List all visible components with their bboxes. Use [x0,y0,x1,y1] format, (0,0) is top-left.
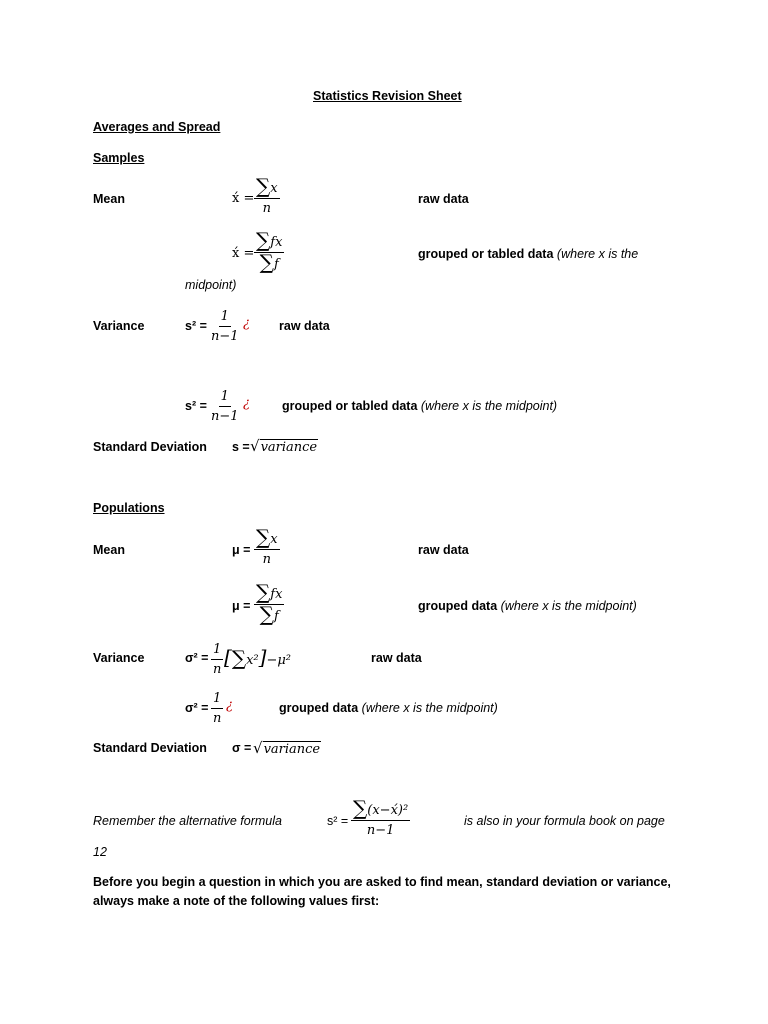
populations-heading: Populations [93,501,165,515]
denominator: n [262,552,271,567]
populations-variance-raw-bracket-expr [224,645,291,669]
numerator-variable: fx [270,235,283,250]
denominator: n−1 [366,823,395,838]
inner-term: x² [246,653,259,668]
samples-mean-raw-label: raw data [418,192,469,206]
left-bracket: [ [224,645,232,669]
alternative-text-after: is also in your formula book on page [464,814,665,828]
samples-variance-grouped-label: grouped or tabled data [282,399,418,413]
populations-mean-grouped-note: (where x is the midpoint) [500,599,637,613]
alternative-fraction [351,796,410,839]
sqrt-symbol: √ [250,437,260,455]
populations-mean-grouped-description [418,598,637,614]
denominator: n−1 [211,409,239,424]
samples-mean-grouped-lhs: x́ = [232,246,255,261]
alternative-text-before: Remember the alternative formula [93,814,282,828]
populations-sd-lhs: σ = [232,741,252,755]
numerator-variable: fx [270,587,283,602]
samples-mean-grouped-note: (where x is the [556,247,639,261]
populations-variance-grouped-glyph: ¿ [226,698,233,713]
samples-mean-label: Mean [93,192,125,206]
populations-mean-grouped-lhs: μ = [232,599,251,613]
sigma-symbol: ∑ [259,602,274,626]
samples-variance-grouped-lhs: s² = [185,399,207,413]
samples-mean-grouped-fraction [254,228,284,274]
samples-variance-raw-label: raw data [279,319,330,333]
samples-heading: Samples [93,151,145,165]
samples-variance-label: Variance [93,319,145,333]
tail-term: −μ² [266,653,292,668]
denominator-variable: f [273,257,279,272]
numerator: 1 [219,308,231,327]
sigma-symbol: ∑ [231,646,247,670]
samples-mean-raw-lhs: x́ = [232,191,255,206]
closing-line-2: always make a note of the following values first: [93,894,380,908]
populations-mean-raw-fraction [254,525,280,568]
samples-sd-label: Standard Deviation [93,440,207,454]
numerator: 1 [219,388,231,407]
alternative-page-number: 12 [93,845,107,859]
numerator-variable: x [270,181,278,196]
denominator: n [213,662,222,677]
right-bracket: ] [258,645,267,669]
populations-mean-grouped-label: grouped data [418,599,498,613]
samples-variance-raw-lhs: s² = [185,319,207,333]
populations-variance-raw-fraction [211,641,223,678]
radicand: variance [260,440,318,455]
denominator: n−1 [211,329,239,344]
sigma-symbol: ∑ [256,525,271,549]
populations-variance-grouped-description [279,700,498,716]
populations-variance-raw-label: raw data [371,651,422,665]
numerator-expression: (x−x́)² [367,803,409,818]
radicand: variance [263,742,321,757]
sigma-symbol: ∑ [256,174,271,198]
populations-variance-grouped-fraction [211,690,223,727]
denominator: n [262,201,271,216]
populations-sd-label: Standard Deviation [93,741,207,755]
samples-sd-lhs: s = [232,440,250,454]
samples-mean-grouped-note-continued: midpoint) [185,278,237,292]
samples-variance-grouped-fraction [209,388,241,425]
samples-variance-grouped-description [282,398,557,414]
populations-mean-raw-lhs: μ = [232,543,251,557]
numerator: 1 [211,690,223,709]
populations-variance-raw-lhs: σ² = [185,651,209,665]
populations-variance-grouped-label: grouped data [279,701,359,715]
numerator-variable: x [270,532,278,547]
samples-variance-raw-glyph: ¿ [243,316,250,331]
populations-sd-sqrt [253,739,321,757]
samples-sd-sqrt [250,437,318,455]
populations-variance-grouped-lhs: σ² = [185,701,209,715]
sigma-symbol: ∑ [256,580,271,604]
sigma-symbol: ∑ [353,796,368,820]
numerator: 1 [211,641,223,660]
samples-variance-grouped-note: (where x is the midpoint) [420,399,558,413]
sigma-symbol: ∑ [259,250,274,274]
samples-variance-grouped-glyph: ¿ [243,396,250,411]
populations-mean-raw-label: raw data [418,543,469,557]
denominator-variable: f [273,609,279,624]
denominator: n [213,711,222,726]
page-title: Statistics Revision Sheet [313,89,462,103]
populations-mean-label: Mean [93,543,125,557]
samples-mean-grouped-label: grouped or tabled data [418,247,554,261]
populations-variance-label: Variance [93,651,145,665]
sigma-symbol: ∑ [256,228,271,252]
section-heading: Averages and Spread [93,120,221,134]
samples-mean-grouped-description [418,246,638,262]
populations-variance-grouped-note: (where x is the midpoint) [361,701,498,715]
sqrt-symbol: √ [253,739,263,757]
alternative-lhs: s² = [327,814,349,828]
populations-mean-grouped-fraction [254,580,284,626]
closing-line-1: Before you begin a question in which you are asked to find mean, standard deviation or variance, [93,875,671,889]
samples-variance-raw-fraction [209,308,241,345]
samples-mean-raw-fraction [254,174,280,217]
